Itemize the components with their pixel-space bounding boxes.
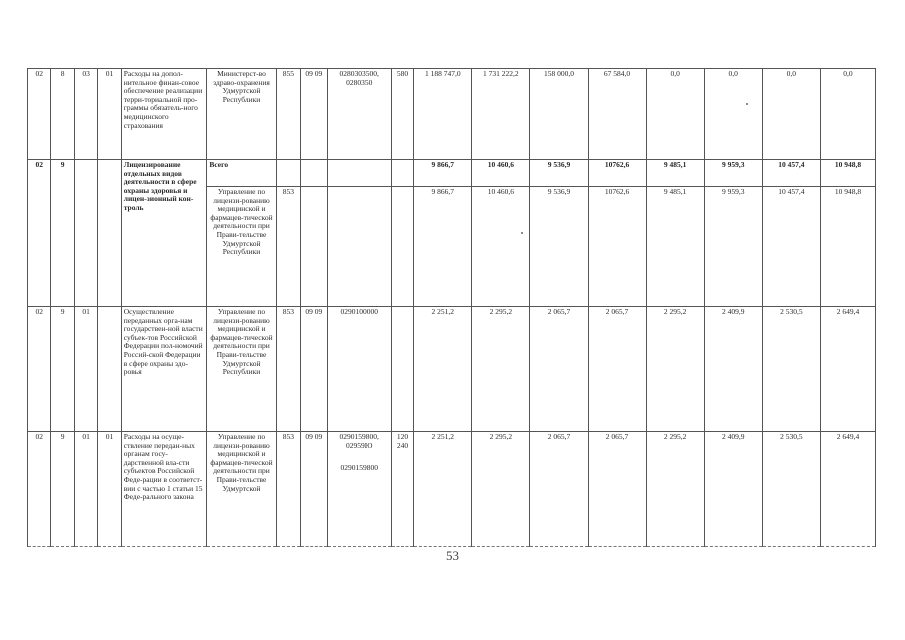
- value-cell: 2 295,2: [472, 307, 530, 432]
- value-cell: 9 485,1: [646, 187, 704, 307]
- subprogram-code: 9: [51, 160, 74, 307]
- total-value-cell: 9 959,3: [704, 160, 762, 187]
- subactivity-code: [98, 160, 121, 307]
- expense-type-cell: 580: [391, 69, 413, 160]
- program-code: 02: [28, 307, 51, 432]
- value-cell: 2 065,7: [530, 432, 588, 547]
- organization-total-label: Всего: [207, 160, 276, 187]
- target-article-cell: 0290100000: [327, 307, 391, 432]
- activity-code: 03: [74, 69, 97, 160]
- organization-cell: Управление по лицензи-рованию медицинской и фармацев-тической деятельности при Прави-тельстве Удмуртской: [207, 432, 276, 547]
- total-value-cell: 9 485,1: [646, 160, 704, 187]
- grbs-cell: 853: [276, 432, 300, 547]
- value-cell: 158 000,0: [530, 69, 588, 160]
- target-article-secondary: 0290159800: [340, 463, 378, 473]
- value-cell: 0,0: [704, 69, 762, 160]
- description-cell: Осуществление переданных орга-нам государствен-ной власти субъек-тов Российской Федерации пол-номочий Россий-ской Федерации в сфере охраны здо-ровья: [121, 307, 207, 432]
- scan-speck: [521, 232, 523, 234]
- value-cell: 0,0: [820, 69, 875, 160]
- budget-table: [27, 68, 876, 547]
- section-code-cell: 09 09: [301, 307, 327, 432]
- value-cell: 9 959,3: [704, 187, 762, 307]
- table-row: [28, 307, 876, 432]
- value-cell: 2 649,4: [820, 307, 875, 432]
- value-cell: 2 295,2: [646, 307, 704, 432]
- value-cell: 1 731 222,2: [472, 69, 530, 160]
- subprogram-code: 8: [51, 69, 74, 160]
- value-cell: 2 295,2: [472, 432, 530, 547]
- expense-type-cell: [391, 160, 413, 187]
- subactivity-code: 01: [98, 432, 121, 547]
- target-article-cell: [327, 160, 391, 187]
- subprogram-code: 9: [51, 432, 74, 547]
- value-cell: 2 530,5: [762, 307, 820, 432]
- value-cell: 10762,6: [588, 187, 646, 307]
- table-row: [28, 69, 876, 160]
- grbs-cell: 853: [276, 307, 300, 432]
- total-value-cell: 10762,6: [588, 160, 646, 187]
- target-article-cell: [327, 432, 391, 547]
- total-value-cell: 10 460,6: [472, 160, 530, 187]
- organization-cell: Управление по лицензи-рованию медицинской и фармацев-тической деятельности при Прави-тельстве Удмуртской Республики: [207, 187, 276, 307]
- table-row: [28, 432, 876, 547]
- activity-code: 01: [74, 307, 97, 432]
- total-value-cell: 10 948,8: [820, 160, 875, 187]
- value-cell: 10 460,6: [472, 187, 530, 307]
- grbs-cell: 853: [276, 187, 300, 307]
- expense-type-cell: [391, 307, 413, 432]
- value-cell: 9 536,9: [530, 187, 588, 307]
- subactivity-code: 01: [98, 69, 121, 160]
- target-article-primary: 0290159800, 02959Ю: [339, 432, 379, 450]
- program-code: 02: [28, 432, 51, 547]
- organization-cell: Управление по лицензи-рованию медицинской и фармацев-тической деятельности при Прави-тельстве Удмуртской Республики: [207, 307, 276, 432]
- section-code-cell: [301, 187, 327, 307]
- description-cell: Лицензирование отдельных видов деятельности в сфере охраны здоровья и лицен-зионный кон-троль: [121, 160, 207, 307]
- value-cell: 2 409,9: [704, 432, 762, 547]
- section-code-cell: [301, 160, 327, 187]
- value-cell: 2 065,7: [530, 307, 588, 432]
- section-code-cell: 09 09: [301, 432, 327, 547]
- page-number: 53: [446, 548, 459, 563]
- description-cell: Расходы на допол-нительное финан-совое обеспечение реализации терри-ториальной про-граммы обязатель-ного медицинского страхования: [121, 69, 207, 160]
- description-cell: Расходы на осуще-ствление передан-ных органам госу-дарственной вла-сти субъектов Российской Феде-рации в соответст-вии с частью 1 статьи 15 Феде-рального закона: [121, 432, 207, 547]
- subprogram-code: 9: [51, 307, 74, 432]
- activity-code: 01: [74, 432, 97, 547]
- value-cell: 2 251,2: [414, 432, 472, 547]
- scan-speck: [746, 103, 748, 105]
- value-cell: 10 948,8: [820, 187, 875, 307]
- table-row: [28, 160, 876, 187]
- value-cell: 0,0: [762, 69, 820, 160]
- subactivity-code: [98, 307, 121, 432]
- value-cell: 2 530,5: [762, 432, 820, 547]
- value-cell: 0,0: [646, 69, 704, 160]
- value-cell: 2 409,9: [704, 307, 762, 432]
- activity-code: [74, 160, 97, 307]
- grbs-cell: [276, 160, 300, 187]
- target-article-cell: [327, 187, 391, 307]
- value-cell: 2 065,7: [588, 307, 646, 432]
- total-value-cell: 9 866,7: [414, 160, 472, 187]
- program-code: 02: [28, 160, 51, 307]
- expense-type-cell: [391, 187, 413, 307]
- grbs-cell: 855: [276, 69, 300, 160]
- value-cell: 10 457,4: [762, 187, 820, 307]
- total-value-cell: 9 536,9: [530, 160, 588, 187]
- value-cell: 2 295,2: [646, 432, 704, 547]
- section-code-cell: 09 09: [301, 69, 327, 160]
- value-cell: 67 584,0: [588, 69, 646, 160]
- value-cell: 2 649,4: [820, 432, 875, 547]
- value-cell: 1 188 747,0: [414, 69, 472, 160]
- expense-type-cell: 120 240: [391, 432, 413, 547]
- organization-cell: Министерст-во здраво-охранения Удмуртской Республики: [207, 69, 276, 160]
- total-value-cell: 10 457,4: [762, 160, 820, 187]
- value-cell: 2 065,7: [588, 432, 646, 547]
- value-cell: 2 251,2: [414, 307, 472, 432]
- target-article-cell: 0280303500, 0280350: [327, 69, 391, 160]
- value-cell: 9 866,7: [414, 187, 472, 307]
- program-code: 02: [28, 69, 51, 160]
